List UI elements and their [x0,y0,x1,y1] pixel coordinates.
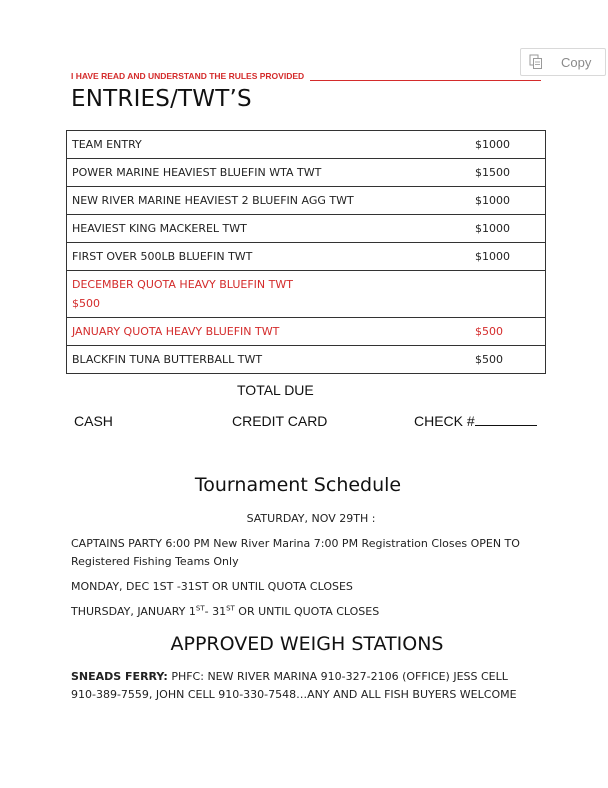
entry-amount: $1000 [475,215,546,243]
entry-name: POWER MARINE HEAVIEST BLUEFIN WTA TWT [67,159,476,187]
entry-cell [67,271,546,318]
thursday-range: - 31 [204,605,227,618]
table-row [67,187,546,215]
table-row [67,318,546,346]
table-row [67,215,546,243]
entry-amount: $1000 [475,243,546,271]
table-row [67,159,546,187]
credit-card-option: CREDIT CARD [232,413,328,429]
entry-amount: $500 [72,297,100,310]
entry-name: TEAM ENTRY [67,131,476,159]
weigh-station-contacts: PHFC: NEW RIVER MARINA 910-327-2106 (OFFICE) JESS CELL 910-389-7559, JOHN CELL 910-330-7548…ANY AND ALL FISH BUYERS WELCOME [71,670,517,701]
schedule-heading: Tournament Schedule [194,474,402,496]
check-number-line[interactable] [475,413,537,426]
entries-heading: ENTRIES/TWT’S [71,86,252,112]
acknowledgement-text: I HAVE READ AND UNDERSTAND THE RULES PROVIDED [71,71,305,81]
thursday-schedule-text [71,603,531,621]
weigh-station-location: SNEADS FERRY: [71,670,168,683]
check-label: CHECK # [414,413,475,429]
ordinal-suffix: ST [226,604,235,613]
captains-party-text: CAPTAINS PARTY 6:00 PM New River Marina 7:00 PM Registration Closes OPEN TO Registered Fishing Teams Only [71,537,520,568]
ordinal-suffix: ST [195,604,205,613]
schedule-date: SATURDAY, NOV 29TH : [246,512,376,525]
table-row [67,271,546,318]
weigh-stations-heading: APPROVED WEIGH STATIONS [170,633,444,655]
entry-amount: $1000 [475,187,546,215]
table-row [67,243,546,271]
rules-acknowledgement [71,69,541,81]
entry-amount: $500 [475,346,546,374]
cash-option: CASH [74,413,113,429]
table-row [67,131,546,159]
entry-name: NEW RIVER MARINE HEAVIEST 2 BLUEFIN AGG TWT [67,187,476,215]
weigh-station-details [71,668,531,704]
entry-amount: $500 [475,318,546,346]
signature-line[interactable] [310,72,541,81]
entry-name: FIRST OVER 500LB BLUEFIN TWT [67,243,476,271]
entry-name: DECEMBER QUOTA HEAVY BLUEFIN TWT [72,278,293,291]
entry-amount: $1500 [475,159,546,187]
check-option [414,413,537,429]
monday-schedule-text: MONDAY, DEC 1ST -31ST OR UNTIL QUOTA CLOSES [71,580,353,593]
entry-name: BLACKFIN TUNA BUTTERBALL TWT [67,346,476,374]
thursday-prefix: THURSDAY, JANUARY 1 [71,605,196,618]
entry-name: JANUARY QUOTA HEAVY BLUEFIN TWT [67,318,476,346]
total-due-label: TOTAL DUE [237,382,314,398]
entry-amount: $1000 [475,131,546,159]
entry-name: HEAVIEST KING MACKEREL TWT [67,215,476,243]
table-row [67,346,546,374]
copy-icon [529,54,543,70]
thursday-suffix: OR UNTIL QUOTA CLOSES [234,605,380,618]
copy-button-label: Copy [561,54,592,70]
entries-table [66,130,546,374]
